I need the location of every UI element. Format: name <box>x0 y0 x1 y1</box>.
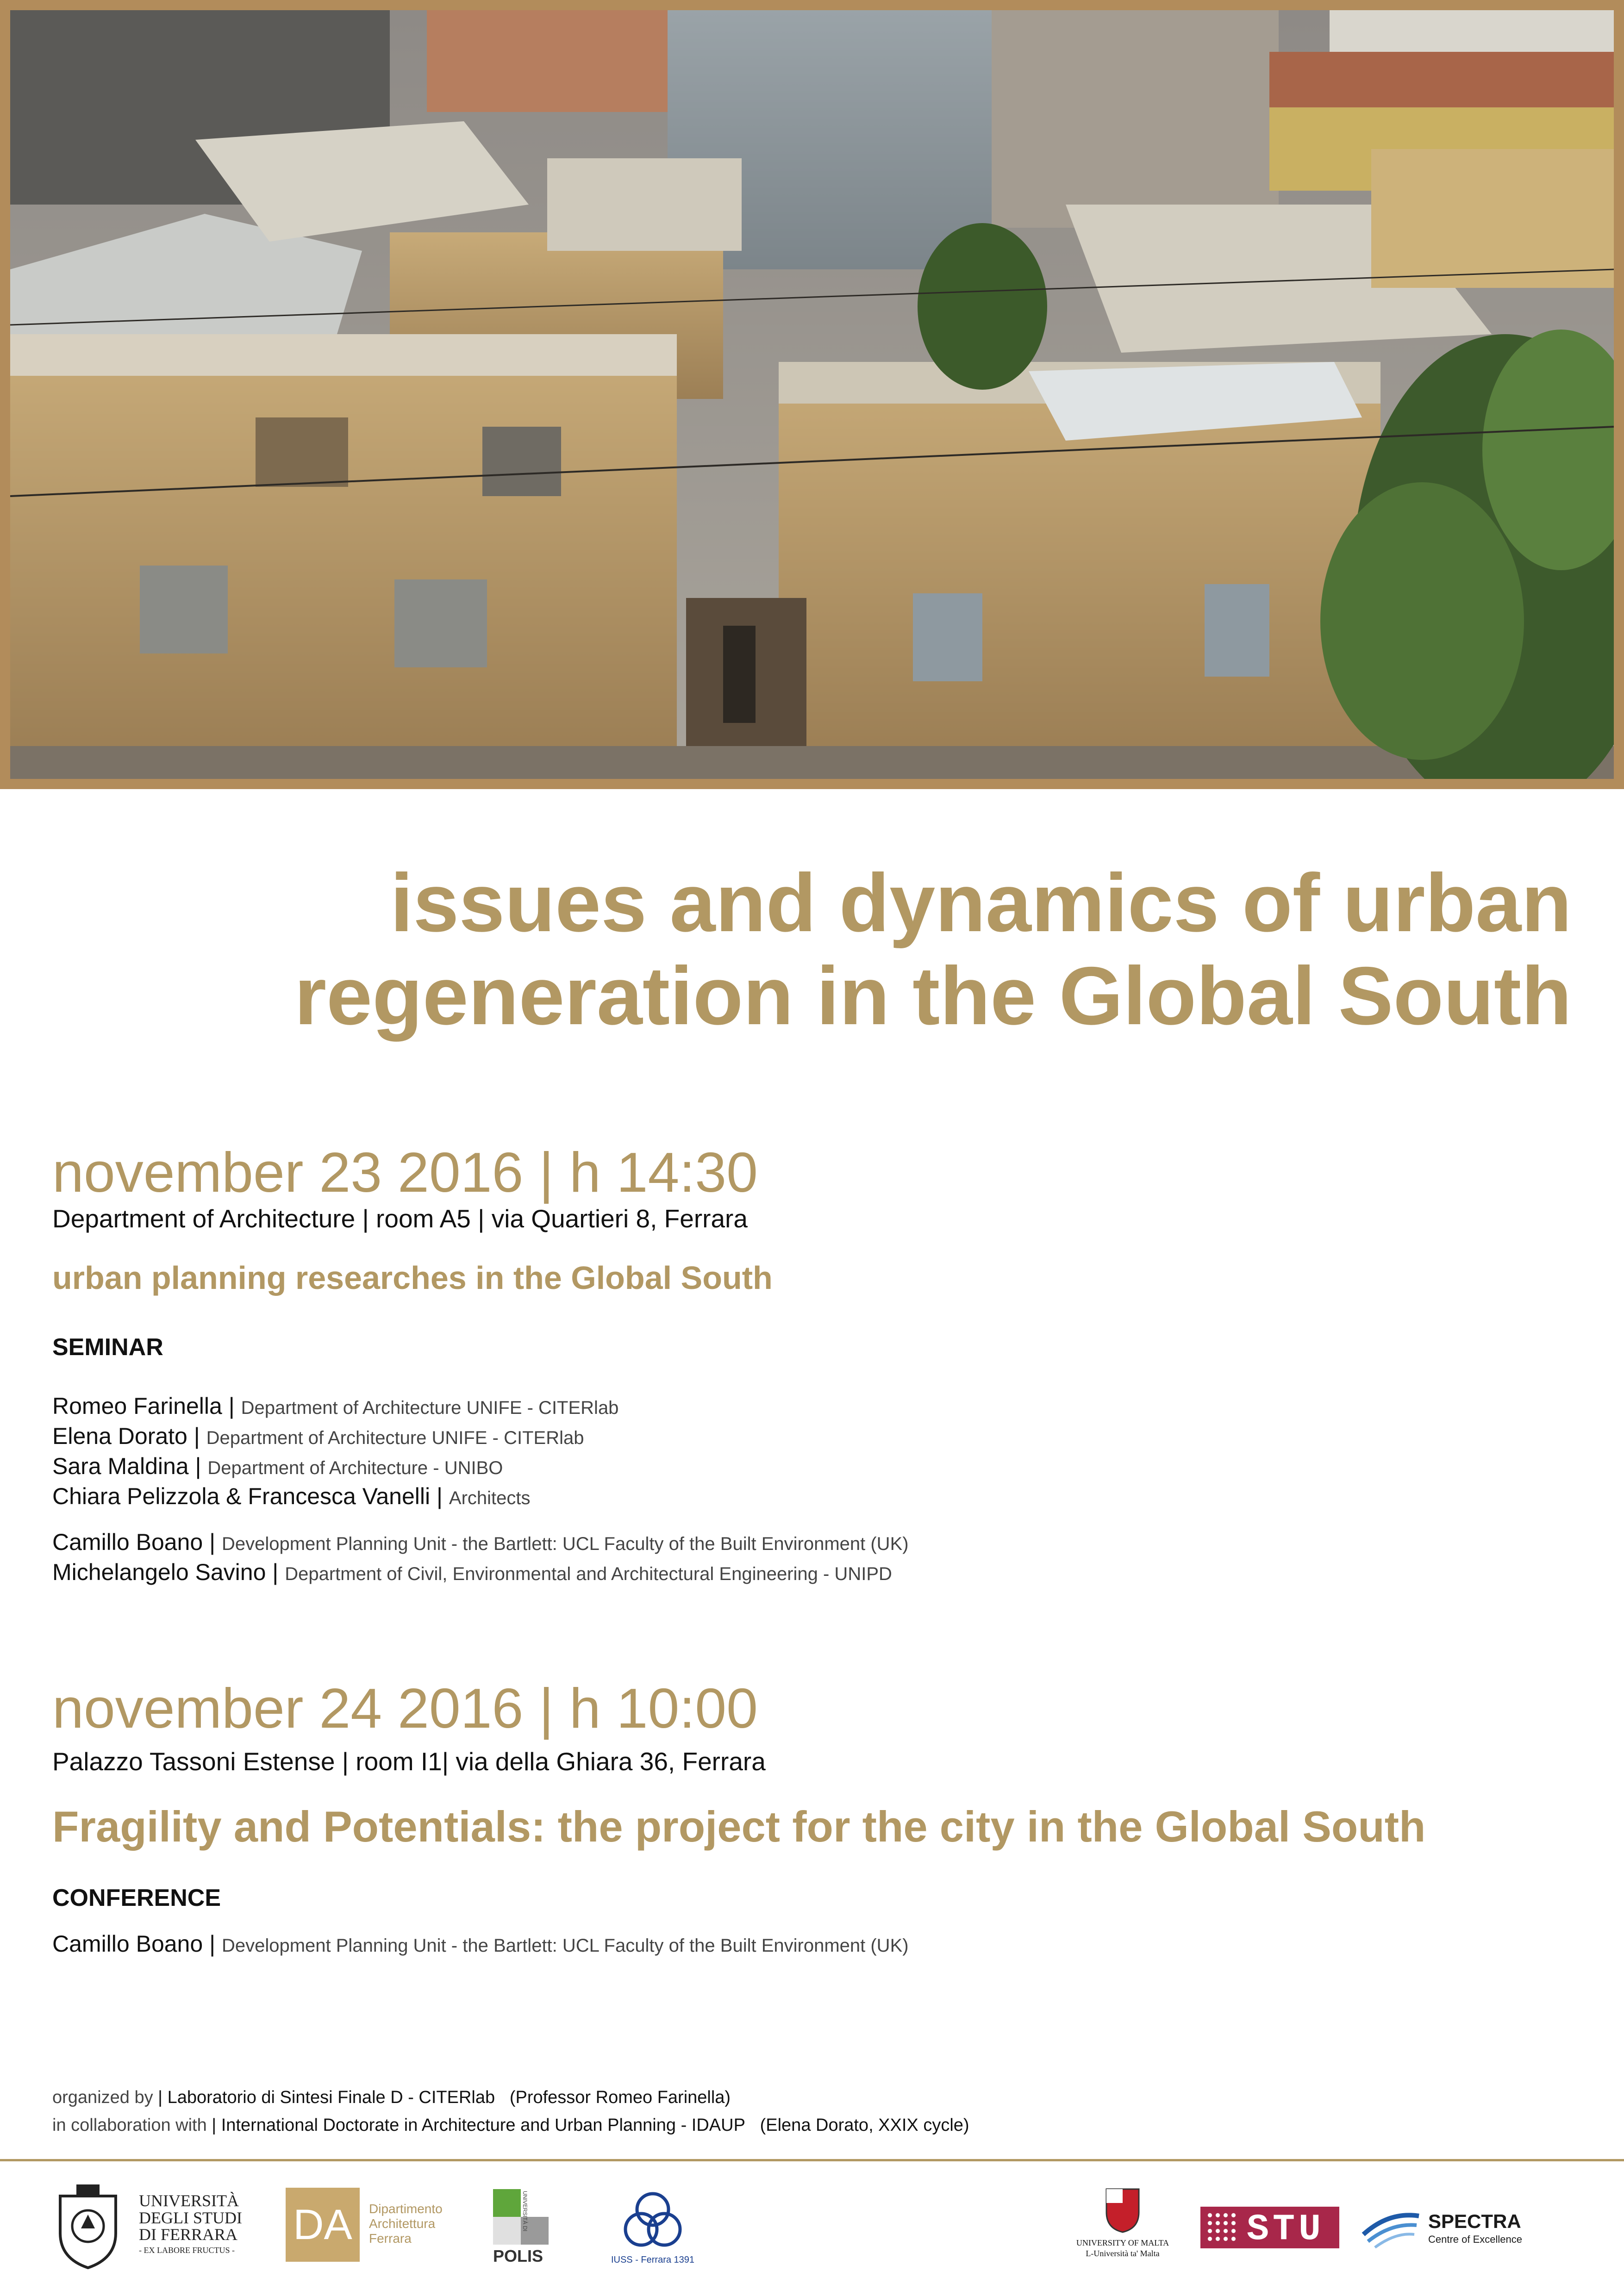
logo-spectra <box>1361 2207 1555 2253</box>
logo-malta <box>1067 2187 1178 2270</box>
organized-label: organized by <box>52 2088 153 2107</box>
spectra-sub: Centre of Excellence <box>1428 2234 1522 2245</box>
rooftops-illustration <box>10 10 1614 779</box>
speaker-item: Camillo Boano | Development Planning Unit - the Bartlett: UCL Faculty of the Built Environment (UK) <box>52 1529 909 1555</box>
title-line-2: regeneration in the Global South <box>294 950 1572 1042</box>
speaker-item: Michelangelo Savino | Department of Civil, Environmental and Architectural Engineering - UNIPD <box>52 1559 892 1585</box>
speaker-item: Camillo Boano | Development Planning Unit - the Bartlett: UCL Faculty of the Built Environment (UK) <box>52 1931 909 1957</box>
collab-value: International Doctorate in Architecture and Urban Planning - IDAUP <box>221 2116 745 2135</box>
unife-line1: UNIVERSITÀ <box>139 2191 239 2210</box>
speaker-item: Romeo Farinella | Department of Architecture UNIFE - CITERlab <box>52 1393 619 1419</box>
da-line2: Architettura <box>369 2216 436 2231</box>
stu-text: STU <box>1247 2209 1325 2251</box>
in-collaboration-with: in collaboration with | International Doctorate in Architecture and Urban Planning - IDAUP (Elena Dorato, XXIX cycle) <box>52 2116 969 2135</box>
speaker-affiliation: Development Planning Unit - the Bartlett: UCL Faculty of the Built Environment (UK) <box>221 1534 909 1554</box>
speaker-name: Chiara Pelizzola & Francesca Vanelli <box>52 1483 431 1509</box>
iuss-text: IUSS - Ferrara 1391 <box>611 2255 695 2265</box>
logo-unife <box>51 2182 250 2270</box>
speaker-name: Romeo Farinella <box>52 1393 222 1419</box>
stu-dots-icon <box>1206 2211 1238 2244</box>
event2-date: november 24 2016 | h 10:00 <box>52 1677 758 1740</box>
speaker-affiliation: Department of Architecture UNIFE - CITERlab <box>206 1428 584 1448</box>
speaker-affiliation: Department of Civil, Environmental and Architectural Engineering - UNIPD <box>285 1564 892 1584</box>
footer-divider <box>0 2159 1624 2161</box>
event2-venue: Palazzo Tassoni Estense | room I1| via della Ghiara 36, Ferrara <box>52 1747 766 1776</box>
speaker-affiliation: Department of Architecture UNIFE - CITERlab <box>241 1398 619 1418</box>
logo-da <box>286 2188 462 2262</box>
speaker-item: Chiara Pelizzola & Francesca Vanelli | Architects <box>52 1483 531 1509</box>
speaker-affiliation: Department of Architecture - UNIBO <box>207 1458 503 1478</box>
event1-venue: Department of Architecture | room A5 | via Quartieri 8, Ferrara <box>52 1204 748 1233</box>
speaker-name: Camillo Boano <box>52 1529 203 1555</box>
organized-by: organized by | Laboratorio di Sintesi Finale D - CITERlab (Professor Romeo Farinella) <box>52 2088 731 2107</box>
iuss-rings-icon <box>618 2190 687 2250</box>
malta-line1: UNIVERSITY OF MALTA <box>1076 2238 1169 2247</box>
collab-label: in collaboration with <box>52 2116 207 2135</box>
logo-polis <box>493 2189 553 2263</box>
event2-subtitle: Fragility and Potentials: the project for the city in the Global South <box>52 1802 1426 1851</box>
unife-crest-icon <box>51 2182 125 2270</box>
unife-line2: DEGLI STUDI <box>139 2208 242 2227</box>
event1-date: november 23 2016 | h 14:30 <box>52 1141 758 1204</box>
speaker-item: Elena Dorato | Department of Architecture UNIFE - CITERlab <box>52 1423 584 1449</box>
speaker-name: Camillo Boano <box>52 1931 203 1957</box>
organized-note: (Professor Romeo Farinella) <box>509 2088 731 2107</box>
event1-subtitle: urban planning researches in the Global South <box>52 1260 773 1296</box>
speaker-item: Sara Maldina | Department of Architecture - UNIBO <box>52 1453 503 1479</box>
speaker-name: Michelangelo Savino <box>52 1559 266 1585</box>
spectra-waves-icon <box>1361 2207 1421 2248</box>
logo-iuss <box>606 2190 699 2269</box>
event1-type: SEMINAR <box>52 1334 163 1361</box>
unife-line3: DI FERRARA <box>139 2225 238 2244</box>
organized-value: Laboratorio di Sintesi Finale D - CITERlab <box>167 2088 495 2107</box>
da-line3: Ferrara <box>369 2231 412 2246</box>
polis-small: UNIVERSITÀ DI <box>522 2191 528 2232</box>
da-mark: DA <box>286 2188 360 2262</box>
hero-photo <box>10 10 1614 779</box>
malta-line2: L-Università ta' Malta <box>1086 2249 1160 2259</box>
speaker-affiliation: Development Planning Unit - the Bartlett: UCL Faculty of the Built Environment (UK) <box>221 1935 909 1956</box>
speaker-name: Sara Maldina <box>52 1453 189 1479</box>
speaker-affiliation: Architects <box>449 1488 531 1508</box>
malta-shield-icon <box>1104 2187 1141 2233</box>
unife-motto: - EX LABORE FRUCTUS - <box>139 2246 235 2255</box>
logo-stu <box>1200 2207 1339 2251</box>
spectra-name: SPECTRA <box>1428 2210 1521 2232</box>
speaker-name: Elena Dorato <box>52 1423 187 1449</box>
da-line1: Dipartimento <box>369 2202 443 2216</box>
polis-name: POLIS <box>493 2246 543 2265</box>
event2-type: CONFERENCE <box>52 1885 221 1911</box>
collab-note: (Elena Dorato, XXIX cycle) <box>760 2116 969 2135</box>
title-line-1: issues and dynamics of urban <box>390 857 1572 949</box>
hero-photo-frame <box>0 0 1624 789</box>
